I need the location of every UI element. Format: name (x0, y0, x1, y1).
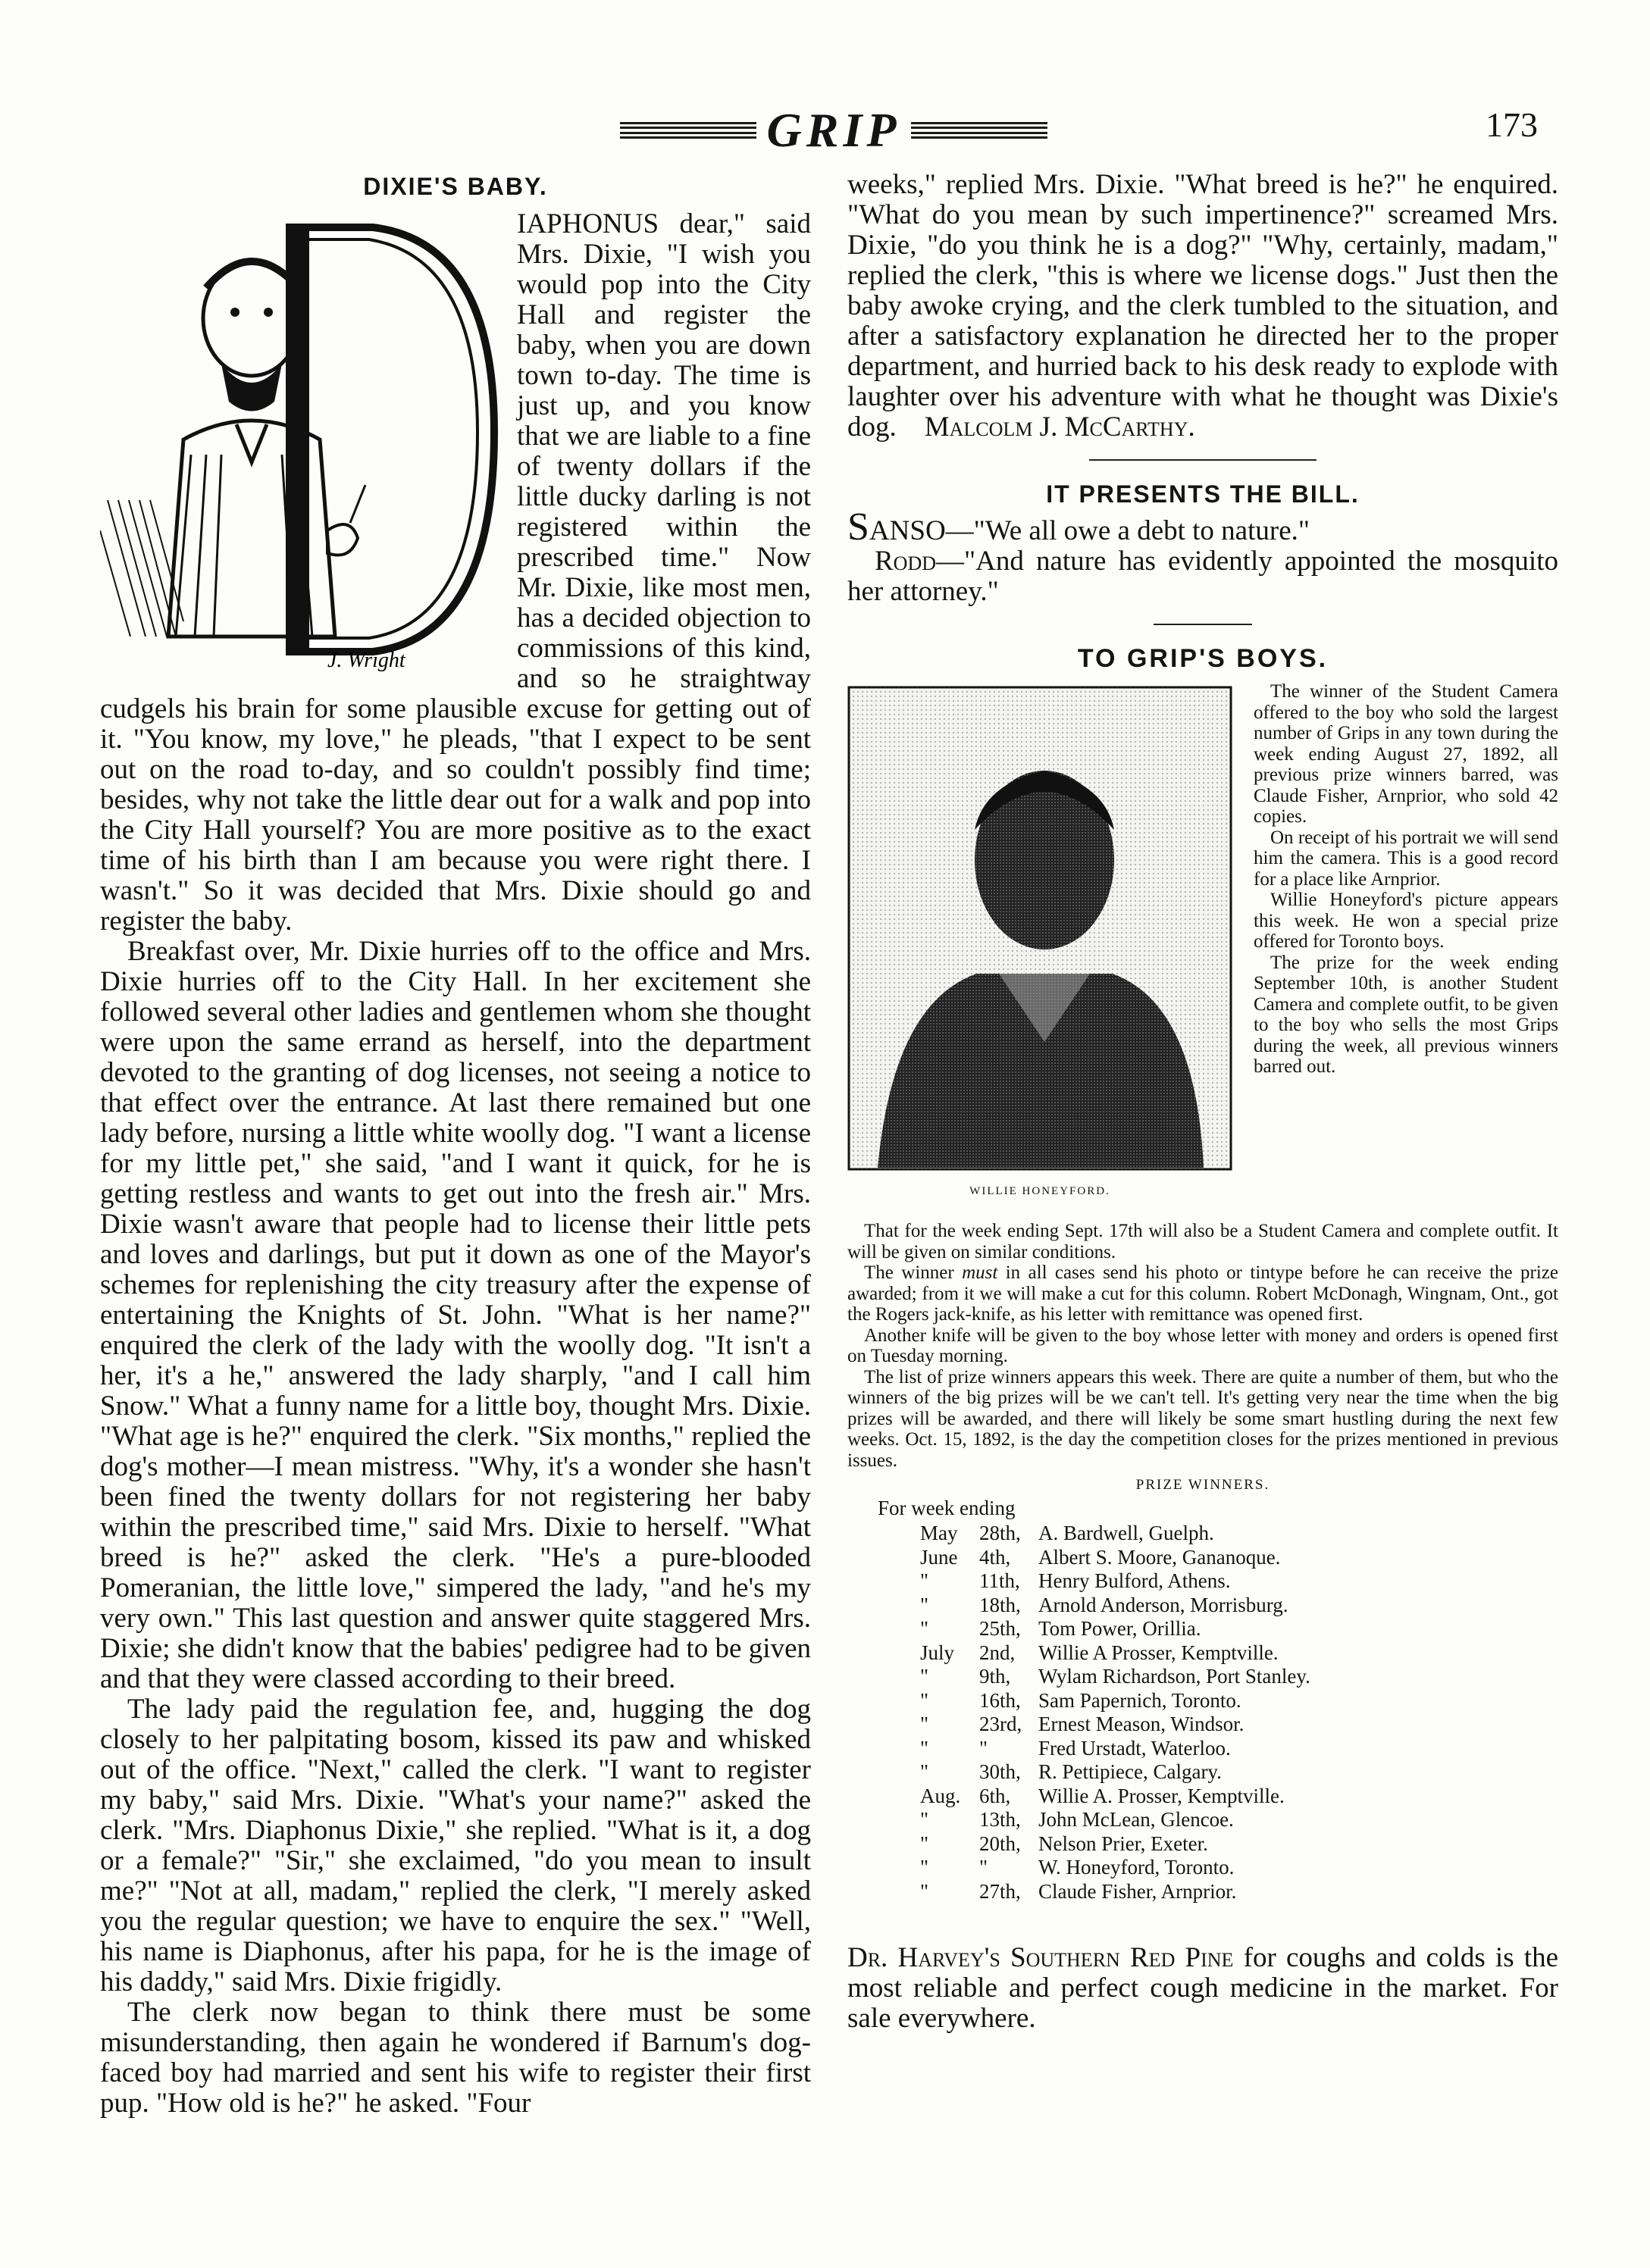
prize-winner: John McLean, Glencoe. (1038, 1808, 1234, 1831)
dixie-paragraph-4: The clerk now began to think there must be some misunderstanding, then again he wondered if Barnum's dog-faced boy had married and sent his wife to register their first pup. "How old is he?" he asked. "Four (100, 1997, 811, 2119)
prize-month: " (920, 1856, 929, 1879)
prize-row (920, 1689, 1558, 1713)
prize-day: 18th, (979, 1593, 1021, 1616)
prize-heading: PRIZE WINNERS. (1135, 1477, 1270, 1493)
prize-winner: Willie A. Prosser, Kemptville. (1038, 1784, 1285, 1807)
prize-winner: Albert S. Moore, Gananoque. (1038, 1545, 1281, 1569)
prize-winner: Claude Fisher, Arnprior. (1038, 1879, 1237, 1903)
prize-month: Aug. (920, 1784, 961, 1807)
prize-day: 27th, (979, 1879, 1021, 1903)
illustration-signature: J. Wright (327, 649, 405, 672)
prize-row (920, 1880, 1558, 1904)
bill-line-2 (847, 546, 1558, 607)
prize-month: " (920, 1832, 929, 1855)
prize-winner: A. Bardwell, Guelph. (1038, 1522, 1214, 1544)
left-column (100, 170, 811, 2119)
masthead-title: GRIP (766, 103, 901, 157)
dixie-paragraph-3: The lady paid the regulation fee, and, hugging the dog closely to her palpitating bosom, kissed its paw and whisked out of the office. "Next," called the clerk. "I want to register my baby," said Mrs. Dixie. "What's your name?" asked the clerk. "Mrs. Diaphonus Dixie," she replied. "What is it, a dog or a female?" "Sir," she exclaimed, "do you mean to insult me?" "Not at all, madam," replied the clerk, "I merely asked you the regular question; we have to enquire the sex." "Well, his name is Diaphonus, after his papa, for he is the image of his daddy," said Mrs. Dixie frigidly. (100, 1694, 811, 1997)
prize-month: " (920, 1736, 929, 1760)
ad-product-name: Dr. Harvey's Southern Red Pine (847, 1942, 1234, 1973)
divider (1089, 459, 1317, 461)
dixie-paragraph-2: Breakfast over, Mr. Dixie hurries off to the office and Mrs. Dixie hurries off to the City Hall. In her excitement she followed several other ladies and gentlemen whom she thought were upon the same errand as herself, into the department devoted to the granting of dog licenses, not seeing a notice to that effect over the entrance. At last there remained but one lady before, nursing a little white woolly dog. "I want a license for my little pet," she said, "and I want it quick, for he is getting restless and wants to get out into the fresh air." Mrs. Dixie wasn't aware that people had to license their little pets and loves and darlings, but put it down as one of the Mayor's schemes for replenishing the city treasury after the expense of entertaining the Knights of St. John. "What is her name?" enquired the clerk of the lady with the woolly dog. "It isn't a her, it's a he," answered the lady sharply, "and I call him Snow." What a funny name for a little boy, thought Mrs. Dixie. "What age is he?" enquired the clerk. "Six months," replied the dog's mother—I mean mistress. "Why, it's a wonder she hasn't been fined the twenty dollars for not registering her baby within the prescribed time," said Mrs. Dixie to herself. "What breed is he?" asked the clerk. "He's a pure-blooded Pomeranian, the little love," simpered the lady, "and he's my very own." This last question and answer quite staggered Mrs. Dixie; she didn't know that the babies' pedigree had to be given and that they were classed according to their breed. (100, 936, 811, 1694)
prize-month: " (920, 1569, 929, 1592)
prize-winner: Sam Papernich, Toronto. (1038, 1688, 1241, 1712)
prize-row (920, 1641, 1558, 1666)
masthead-rule-right (911, 122, 1047, 139)
prize-row (920, 1569, 1558, 1594)
prize-day: " (979, 1736, 988, 1760)
prize-month: " (920, 1760, 929, 1783)
prize-day: 11th, (979, 1569, 1020, 1592)
prize-row (920, 1808, 1558, 1832)
prize-row (920, 1617, 1558, 1641)
prize-day: " (979, 1856, 988, 1879)
week-ending-label: For week ending (878, 1497, 1016, 1519)
prize-winner: Wylam Richardson, Port Stanley. (1038, 1665, 1310, 1688)
boys-headline: TO GRIP'S BOYS. (1077, 644, 1329, 673)
prize-day: 6th, (979, 1784, 1011, 1807)
boys-paragraph-7: Another knife will be given to the boy whose letter with money and orders is opened first on Tuesday morning. (847, 1325, 1558, 1366)
prize-month: " (920, 1713, 929, 1735)
dixie-author: Malcolm J. McCarthy. (924, 411, 1195, 443)
boys-paragraph-2: On receipt of his portrait we will send him the camera. This is a good record for a place like Arnprior. (1254, 827, 1558, 890)
prize-row (920, 1832, 1558, 1857)
prize-list (920, 1522, 1558, 1904)
boys-paragraph-3: Willie Honeyford's picture appears this week. He won a special prize offered for Toronto boys. (1254, 890, 1558, 952)
prize-month: " (920, 1665, 929, 1688)
bill-dropcap: S (847, 505, 869, 549)
prize-month: May (920, 1522, 958, 1544)
prize-row (920, 1594, 1558, 1618)
prize-winner: Nelson Prier, Exeter. (1038, 1832, 1208, 1855)
prize-row (920, 1665, 1558, 1689)
boys-p6-emphasis: must (962, 1262, 998, 1283)
dixie-continuation-text: weeks," replied Mrs. Dixie. "What breed is he?" he enquired. "What do you mean by such impertinence?" screamed Mrs. Dixie, "do you think he is a dog?" "Why, certainly, madam," replied the clerk, "this is where we license dogs." Just then the baby awoke crying, and the clerk tumbled to the situation, and after a satisfactory explanation he directed her to the proper department, and hurried back to his desk ready to explode with laughter over his adventure with what he thought was Dixie's dog. (847, 169, 1558, 443)
prize-day: 13th, (979, 1808, 1021, 1831)
honeyford-photo (847, 686, 1232, 1216)
photo-caption: WILLIE HONEYFORD. (969, 1185, 1110, 1197)
dixie-headline: DIXIE'S BABY. (363, 173, 548, 200)
prize-month: " (920, 1808, 929, 1831)
red-pine-ad (847, 1943, 1558, 2034)
boys-paragraph-8: The list of prize winners appears this week. There are quite a number of them, but who the winners of the big prizes will be we can't tell. It's getting very near the time when the big prizes will be awarded, and there will likely be some smart hustling during the next few weeks. Oct. 15, 1892, is the day the competition closes for the prizes mentioned in previous issues. (847, 1366, 1558, 1471)
bill-headline: IT PRESENTS THE BILL. (1046, 480, 1360, 508)
page-number: 173 (1486, 105, 1538, 144)
prize-row (920, 1713, 1558, 1737)
prize-winner: Willie A Prosser, Kemptville. (1038, 1641, 1279, 1664)
boys-paragraph-5: That for the week ending Sept. 17th will also be a Student Camera and complete outfit. It will be given on similar conditions. (847, 1221, 1558, 1262)
boys-paragraph-1: The winner of the Student Camera offered to the boy who sold the largest number of Grips in any town during the week ending August 27, 1892, all previous prize winners barred, was Claude Fisher, Arnprior, who sold 42 copies. (1254, 681, 1558, 827)
prize-winner: Arnold Anderson, Morrisburg. (1038, 1593, 1288, 1616)
prize-day: 25th, (979, 1617, 1021, 1640)
ad-text: for coughs and colds is the most reliable and perfect cough medicine in the market. For sale everywhere. (847, 1942, 1558, 2034)
masthead (561, 100, 1107, 161)
prize-winner: Henry Bulford, Athens. (1038, 1569, 1231, 1592)
prize-row (920, 1785, 1558, 1809)
prize-winner: W. Honeyford, Toronto. (1038, 1856, 1235, 1879)
prize-row (920, 1522, 1558, 1546)
bill-line-1-text: ANSO—"We all owe a debt to nature." (869, 515, 1310, 546)
prize-day: 4th, (979, 1545, 1011, 1569)
prize-row (920, 1737, 1558, 1761)
divider (1154, 624, 1252, 625)
bill-line-1 (847, 505, 1558, 549)
prize-month: " (920, 1593, 929, 1616)
boys-p6-a: The winner (864, 1262, 963, 1283)
prize-month: " (920, 1879, 929, 1903)
prize-month: " (920, 1617, 929, 1640)
prize-winner: Ernest Meason, Windsor. (1038, 1713, 1245, 1735)
prize-month: " (920, 1688, 929, 1712)
prize-row (920, 1856, 1558, 1880)
dropcap-illustration (100, 212, 500, 688)
dixie-opening: IAPHONUS dear," said Mrs. Dixie, "I wish you would pop into the City Hall and register the baby, when you are down town to-day. The time is just up, and you know that we are liable to a fine of twenty dollars if the little ducky darling is not registered within the prescribed time." Now Mr. Dixie, like most men, has a decided objection to commissions of this kind, and so he straightway cudgels his brain for some plausible excuse for getting out of it. "You know, my love," he pleads, "that I expect to be sent out on the road to-day, and so couldn't possibly find time; besides, why not take the little dear out for a walk and pop into the City Hall yourself? You are more positive as to the exact time of his birth than I am because you were right there. I wasn't." So it was decided that Mrs. Dixie should go and register the baby. (100, 208, 811, 937)
prize-day: 28th, (979, 1522, 1021, 1544)
masthead-rule-left (620, 122, 756, 139)
prize-day: 20th, (979, 1832, 1021, 1855)
prize-day: 9th, (979, 1665, 1011, 1688)
boys-paragraph-6 (847, 1262, 1558, 1325)
prize-winner: Tom Power, Orillia. (1038, 1617, 1201, 1640)
prize-row (920, 1760, 1558, 1785)
prize-winner: R. Pettipiece, Calgary. (1038, 1760, 1222, 1783)
prize-day: 23rd, (979, 1713, 1022, 1735)
dixie-continuation (847, 170, 1558, 443)
prize-day: 2nd, (979, 1641, 1016, 1664)
boys-p6-b: in all cases send his photo or tintype before he can receive the prize awarded; from it we will make a cut for this column. Robert McDonagh, Wingnam, Ont., got the Rogers jack-knife, as his letter with remittance was opened first. (847, 1262, 1558, 1325)
prize-day: 16th, (979, 1688, 1021, 1712)
bill-speaker: Rodd (875, 546, 937, 577)
boys-paragraph-4: The prize for the week ending September 10th, is another Student Camera and complete outfit, to be given to the boy who sells the most Grips during the week, all previous winners barred out. (1254, 952, 1558, 1077)
prize-winner: Fred Urstadt, Waterloo. (1038, 1736, 1231, 1760)
bill-line-2-text: —"And nature has evidently appointed the mosquito her attorney." (847, 546, 1558, 607)
prize-day: 30th, (979, 1760, 1021, 1783)
prize-month: July (920, 1641, 955, 1664)
right-column (847, 170, 1558, 2034)
prize-row (920, 1546, 1558, 1570)
prize-month: June (920, 1545, 958, 1569)
